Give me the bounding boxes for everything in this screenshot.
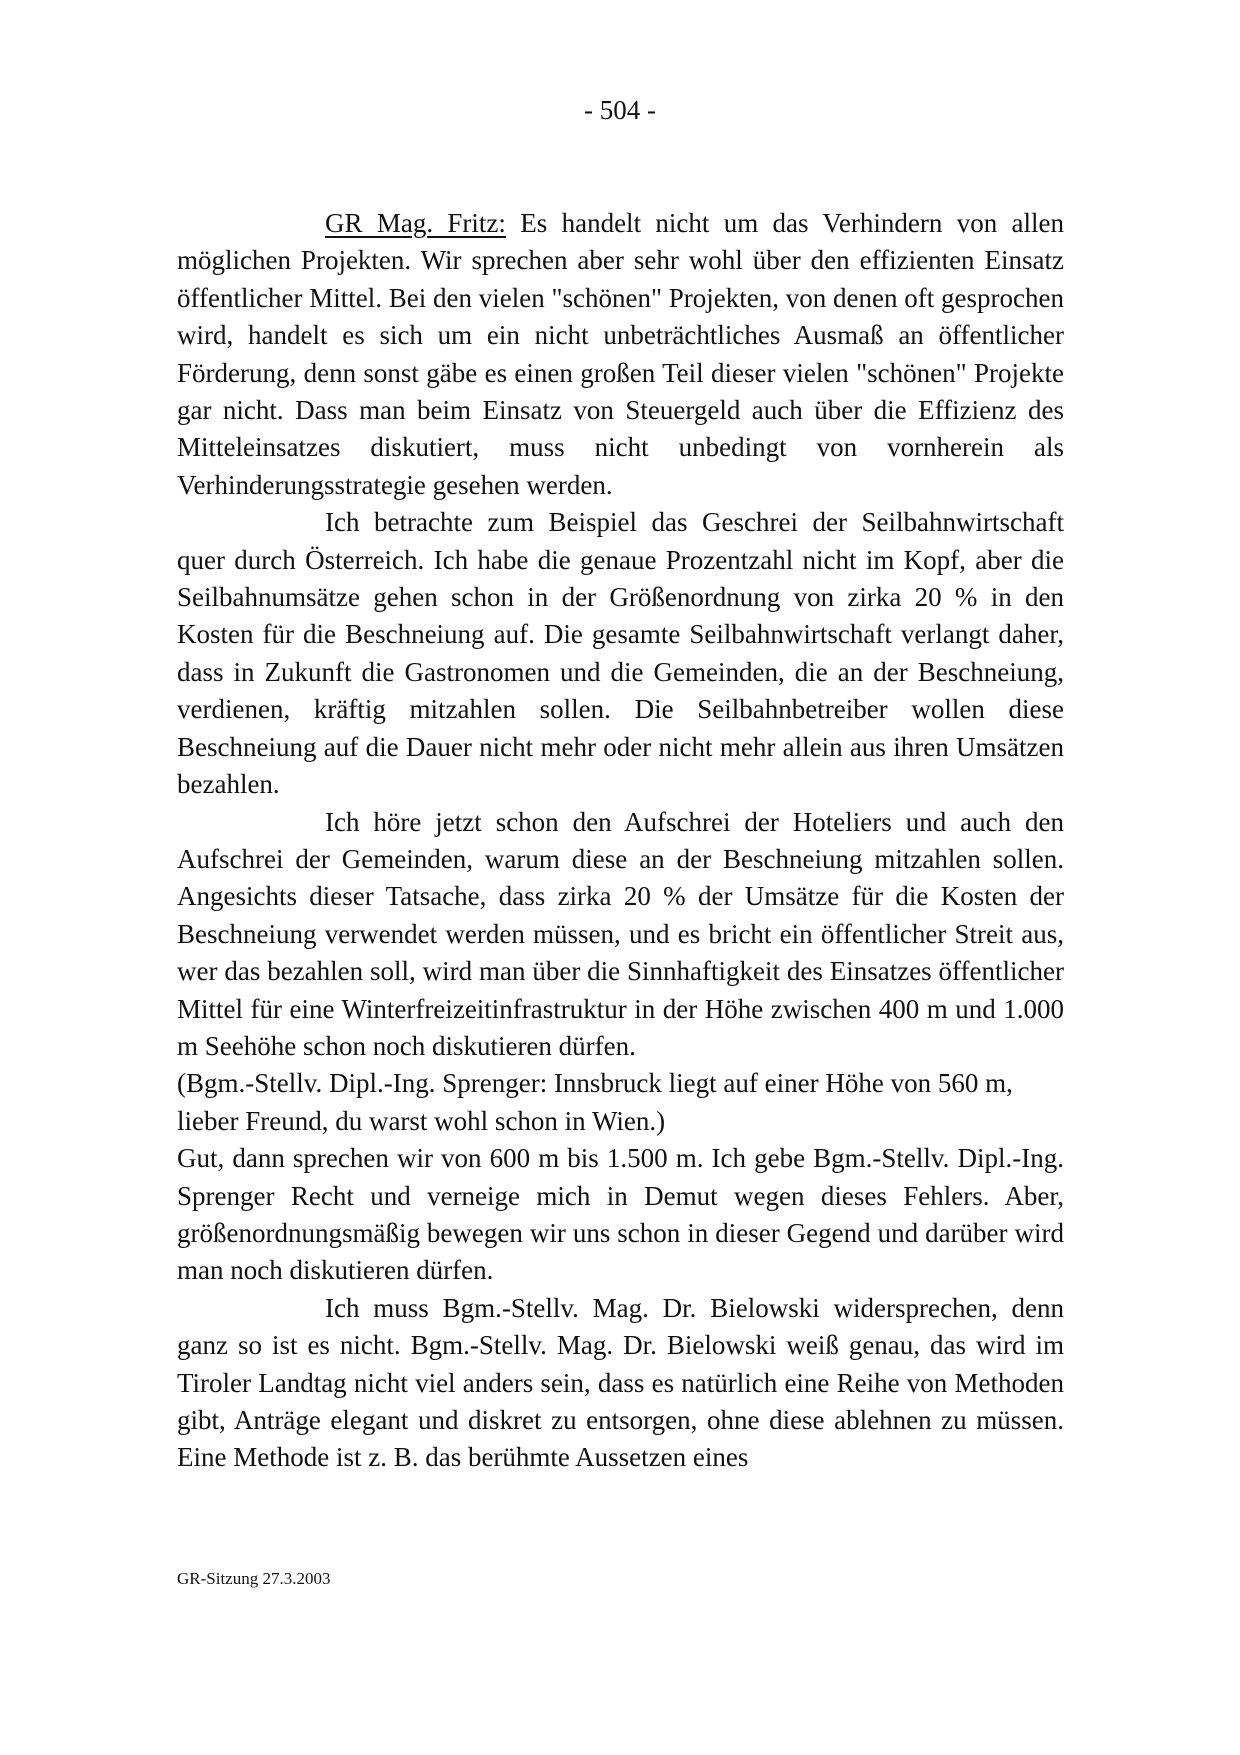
page-number: - 504 -	[584, 95, 656, 125]
paragraph-2: Ich betrachte zum Beispiel das Geschrei der Seilbahnwirtschaft quer durch Österreich. Ich habe die genaue Prozentzahl nicht im Kopf, aber die Seilbahnumsätze gehen schon in der Größenordnung von zirka 20 % in den Kosten für die Beschneiung auf. Die gesamte Seilbahnwirtschaft verlangt daher, dass in Zukunft die Gastronomen und die Gemeinden, die an der Beschneiung, verdienen, kräftig mitzahlen sollen. Die Seilbahnbetreiber wollen diese Beschneiung auf die Dauer nicht mehr oder nicht mehr allein aus ihren Umsätzen bezahlen.	[177, 507, 1064, 800]
interjection: (Bgm.-Stellv. Dipl.-Ing. Sprenger: Innsbruck liegt auf einer Höhe von 560 m, lieber Freund, du warst wohl schon in Wien.)	[177, 1068, 1013, 1136]
paragraph-1-text: Es handelt nicht um das Verhindern von allen möglichen Projekten. Wir sprechen aber sehr wohl über den effizienten Einsatz öffentlicher Mittel. Bei den vielen "schönen" Projekten, von denen oft gesprochen wird, handelt es sich um ein nicht unbeträchtliches Ausmaß an öffentlicher Förderung, denn sonst gäbe es einen großen Teil dieser vielen "schönen" Projekte gar nicht. Dass man beim Einsatz von Steuergeld auch über die Effizienz des Mitteleinsatzes diskutiert, muss nicht unbedingt von vornherein als Verhinderungsstrategie gesehen werden.	[177, 208, 1064, 500]
document-body	[177, 205, 1064, 1477]
paragraph-5: Ich muss Bgm.-Stellv. Mag. Dr. Bielowski widersprechen, denn ganz so ist es nicht. Bgm.-Stellv. Mag. Dr. Bielowski weiß genau, das wird im Tiroler Landtag nicht viel anders sein, dass es natürlich eine Reihe von Methoden gibt, Anträge elegant und diskret zu entsorgen, ohne diese ablehnen zu müssen. Eine Methode ist z. B. das berühmte Aussetzen eines	[177, 1292, 1064, 1473]
paragraph-3: Ich höre jetzt schon den Aufschrei der Hoteliers und auch den Aufschrei der Gemeinden, warum diese an der Beschneiung mitzahlen sollen. Angesichts dieser Tatsache, dass zirka 20 % der Umsätze für die Kosten der Beschneiung verwendet werden müssen, und es bricht ein öffentlicher Streit aus, wer das bezahlen soll, wird man über die Sinnhaftigkeit des Einsatzes öffentlicher Mittel für eine Winterfreizeitinfrastruktur in der Höhe zwischen 400 m und 1.000 m Seehöhe schon noch diskutieren dürfen.	[177, 806, 1064, 1061]
paragraph-1	[177, 205, 1064, 504]
speaker-name: GR Mag. Fritz:	[325, 208, 506, 238]
footer-session-label: GR-Sitzung 27.3.2003	[177, 1569, 331, 1588]
paragraph-4: Gut, dann sprechen wir von 600 m bis 1.500 m. Ich gebe Bgm.-Stellv. Dipl.-Ing. Sprenger Recht und verneige mich in Demut wegen dieses Fehlers. Aber, größenordnungsmäßig bewegen wir uns schon in dieser Gegend und darüber wird man noch diskutieren dürfen.	[177, 1143, 1064, 1286]
